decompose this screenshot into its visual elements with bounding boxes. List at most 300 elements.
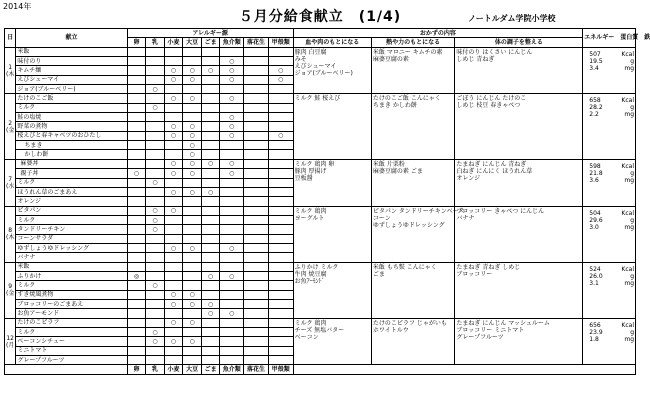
allergen-cell-peanut bbox=[244, 243, 269, 252]
allergen-cell-egg bbox=[127, 346, 146, 355]
dish-name: タンドリーチキン bbox=[16, 225, 127, 234]
allergen-cell-sesame bbox=[201, 85, 220, 94]
allergen-cell-soy bbox=[183, 113, 202, 122]
allergen-cell-egg bbox=[127, 187, 146, 196]
day-number: 2 bbox=[8, 119, 13, 127]
allergen-cell-wheat bbox=[164, 113, 183, 122]
allergen-cell-seafood bbox=[220, 178, 244, 187]
allergen-cell-crustacean bbox=[268, 253, 293, 262]
nutrition-unit: mg bbox=[624, 223, 634, 231]
dish-name: キムチ麺 bbox=[16, 66, 127, 75]
allergen-cell-milk bbox=[146, 253, 165, 262]
allergen-cell-milk: ○ bbox=[146, 85, 165, 94]
allergen-cell-milk: ○ bbox=[146, 103, 165, 112]
allergen-header-soy: 大豆 bbox=[183, 38, 202, 47]
allergen-cell-egg bbox=[127, 328, 146, 337]
day-number: 7 bbox=[8, 175, 13, 183]
allergen-cell-wheat bbox=[164, 57, 183, 66]
allergen-cell-crustacean bbox=[268, 85, 293, 94]
yellow-group-cell bbox=[371, 94, 455, 159]
allergen-cell-milk bbox=[146, 122, 165, 131]
red-group-line: ミルク 鮭 桜えび bbox=[294, 95, 341, 103]
allergen-cell-peanut bbox=[244, 328, 269, 337]
allergen-cell-crustacean bbox=[268, 215, 293, 224]
allergen-cell-milk bbox=[146, 346, 165, 355]
nutrition-unit: Kcal bbox=[621, 162, 634, 170]
red-group-cell bbox=[293, 94, 371, 159]
red-group-line: ヨーグルト bbox=[294, 214, 325, 222]
dish-name: 野菜の煮物 bbox=[16, 122, 127, 131]
allergen-cell-wheat: ○ bbox=[164, 94, 183, 103]
nutrition-iron bbox=[584, 65, 634, 72]
yellow-group-line: ピタパン タンドリーチキンベース bbox=[372, 207, 465, 215]
allergen-cell-milk bbox=[146, 47, 165, 56]
table-row bbox=[5, 47, 636, 56]
allergen-cell-milk bbox=[146, 150, 165, 159]
dish-name: ミルク bbox=[16, 178, 127, 187]
allergen-cell-peanut bbox=[244, 225, 269, 234]
dish-name: 米飯 bbox=[16, 262, 127, 271]
day-weekday: (水) bbox=[6, 182, 17, 190]
allergen-cell-seafood bbox=[220, 337, 244, 346]
allergen-cell-sesame bbox=[201, 47, 220, 56]
allergen-cell-crustacean bbox=[268, 262, 293, 271]
nutrition-value: 19.5 bbox=[589, 57, 603, 65]
allergen-cell-soy: ○ bbox=[183, 131, 202, 140]
allergen-cell-seafood: ○ bbox=[220, 57, 244, 66]
nutrition-unit: mg bbox=[624, 176, 634, 184]
allergen-cell-crustacean bbox=[268, 122, 293, 131]
dish-name: ミニトマト bbox=[16, 346, 127, 355]
allergen-cell-sesame bbox=[201, 234, 220, 243]
allergen-cell-seafood bbox=[220, 346, 244, 355]
allergen-cell-peanut bbox=[244, 122, 269, 131]
year-label: 2014年 bbox=[3, 2, 32, 11]
allergen-cell-seafood bbox=[220, 197, 244, 206]
nutrition-cell bbox=[583, 94, 636, 159]
allergen-cell-soy bbox=[183, 197, 202, 206]
day-weekday: (金) bbox=[6, 126, 17, 134]
nutrition-energy bbox=[584, 163, 634, 170]
allergen-cell-egg bbox=[127, 281, 146, 290]
allergen-cell-wheat bbox=[164, 178, 183, 187]
nutrition-iron bbox=[584, 336, 634, 343]
allergen-cell-wheat bbox=[164, 85, 183, 94]
allergen-cell-seafood: ○ bbox=[220, 113, 244, 122]
allergen-cell-soy bbox=[183, 215, 202, 224]
nutrition-cell bbox=[583, 47, 636, 94]
allergen-cell-crustacean: ○ bbox=[268, 131, 293, 140]
allergen-cell-egg bbox=[127, 113, 146, 122]
day-cell bbox=[5, 318, 16, 365]
yellow-group-line: ゆずしょうゆドレッシング bbox=[372, 221, 445, 229]
allergen-cell-soy: ○ bbox=[183, 94, 202, 103]
green-group-line: グレープフルーツ bbox=[456, 333, 504, 341]
allergen-cell-sesame: ○ bbox=[201, 187, 220, 196]
allergen-cell-milk bbox=[146, 75, 165, 84]
green-group-line: オレンジ bbox=[456, 174, 481, 182]
allergen-cell-crustacean bbox=[268, 169, 293, 178]
dish-name: ジョア(ブルーベリー) bbox=[16, 85, 127, 94]
allergen-cell-soy bbox=[183, 225, 202, 234]
nutrition-unit: Kcal bbox=[621, 209, 634, 217]
nutrition-unit: g bbox=[630, 104, 634, 112]
allergen-cell-peanut bbox=[244, 281, 269, 290]
allergen-header-milk: 乳 bbox=[146, 38, 165, 47]
allergen-cell-wheat bbox=[164, 234, 183, 243]
allergen-cell-soy: ○ bbox=[183, 187, 202, 196]
allergen-cell-crustacean bbox=[268, 206, 293, 215]
allergen-cell-crustacean bbox=[268, 271, 293, 280]
dish-name: 味付のり bbox=[16, 57, 127, 66]
nutrition-energy bbox=[584, 322, 634, 329]
yellow-group-header: 熱や力のもとになる bbox=[371, 38, 455, 47]
allergen-cell-sesame bbox=[201, 225, 220, 234]
allergen-cell-milk bbox=[146, 66, 165, 75]
allergen-cell-egg bbox=[127, 197, 146, 206]
allergen-cell-wheat bbox=[164, 309, 183, 318]
dish-name: ミルク bbox=[16, 103, 127, 112]
dish-name: ピタパン bbox=[16, 206, 127, 215]
allergen-cell-soy: ○ bbox=[183, 318, 202, 327]
nutrition-unit: mg bbox=[624, 64, 634, 72]
allergen-cell-sesame bbox=[201, 94, 220, 103]
red-group-line: ベーコン bbox=[294, 333, 319, 341]
allergen-cell-sesame bbox=[201, 113, 220, 122]
allergen-cell-crustacean bbox=[268, 47, 293, 56]
allergen-cell-sesame: ○ bbox=[201, 299, 220, 308]
green-group-line: ごぼう にんじん たけのこ bbox=[456, 95, 527, 103]
footer-allergen-peanut: 落花生 bbox=[244, 365, 269, 374]
day-cell bbox=[5, 206, 16, 262]
nutrition-unit: Kcal bbox=[621, 321, 634, 329]
allergen-cell-seafood: ○ bbox=[220, 122, 244, 131]
green-group-line: しめじ 枝豆 春きゃべつ bbox=[456, 102, 521, 110]
allergen-cell-seafood bbox=[220, 206, 244, 215]
nutrition-unit: Kcal bbox=[621, 97, 634, 105]
allergen-cell-sesame bbox=[201, 75, 220, 84]
green-group-cell bbox=[455, 159, 583, 206]
allergen-cell-soy bbox=[183, 309, 202, 318]
allergen-cell-crustacean bbox=[268, 243, 293, 252]
allergen-cell-milk bbox=[146, 309, 165, 318]
allergen-cell-crustacean bbox=[268, 113, 293, 122]
allergen-cell-wheat: ○ bbox=[164, 318, 183, 327]
red-group-line: 牛肉 焼豆腐 bbox=[294, 270, 327, 278]
allergen-cell-sesame bbox=[201, 197, 220, 206]
allergen-cell-crustacean bbox=[268, 337, 293, 346]
allergen-cell-milk bbox=[146, 234, 165, 243]
allergen-cell-peanut bbox=[244, 94, 269, 103]
allergen-cell-seafood bbox=[220, 318, 244, 327]
allergen-cell-seafood bbox=[220, 150, 244, 159]
footer-allergen-soy: 大豆 bbox=[183, 365, 202, 374]
allergen-cell-wheat: ○ bbox=[164, 122, 183, 131]
nutrition-value: 3.6 bbox=[589, 176, 599, 184]
allergen-cell-milk: ○ bbox=[146, 328, 165, 337]
green-group-cell bbox=[455, 206, 583, 262]
red-group-cell bbox=[293, 318, 371, 365]
allergen-cell-soy: ○ bbox=[183, 290, 202, 299]
green-group-line: たまねぎ にんじん 青ねぎ bbox=[456, 160, 527, 168]
allergen-cell-soy bbox=[183, 57, 202, 66]
nutrition-iron bbox=[584, 224, 634, 231]
allergen-cell-sesame bbox=[201, 356, 220, 365]
allergen-cell-crustacean bbox=[268, 57, 293, 66]
dish-name: ミルク bbox=[16, 328, 127, 337]
allergen-cell-peanut bbox=[244, 206, 269, 215]
day-cell bbox=[5, 262, 16, 318]
allergen-cell-milk bbox=[146, 271, 165, 280]
allergen-cell-egg bbox=[127, 103, 146, 112]
dish-name: ゆずしょうゆドレッシング bbox=[16, 243, 127, 252]
dish-name: えびシューマイ bbox=[16, 75, 127, 84]
allergen-cell-wheat bbox=[164, 262, 183, 271]
allergen-cell-egg bbox=[127, 253, 146, 262]
allergen-cell-crustacean bbox=[268, 328, 293, 337]
allergen-cell-soy: ○ bbox=[183, 66, 202, 75]
allergen-cell-wheat bbox=[164, 215, 183, 224]
allergen-cell-seafood bbox=[220, 187, 244, 196]
nutrition-unit: g bbox=[630, 328, 634, 336]
nutrition-protein bbox=[584, 170, 634, 177]
allergen-cell-peanut bbox=[244, 197, 269, 206]
green-group-line: ブロッコリー きゃべつ にんじん bbox=[456, 207, 545, 215]
allergen-cell-milk bbox=[146, 57, 165, 66]
nutrition-protein bbox=[584, 104, 634, 111]
yellow-group-line: ごま bbox=[372, 270, 385, 278]
red-group-line: お魚ｱｰﾓﾝﾄﾞ bbox=[294, 277, 325, 285]
green-group-line: たまねぎ にんじん マッシュルーム bbox=[456, 319, 550, 327]
allergen-cell-seafood bbox=[220, 253, 244, 262]
yellow-group-cell bbox=[371, 318, 455, 365]
allergen-cell-soy: ○ bbox=[183, 169, 202, 178]
allergen-cell-sesame bbox=[201, 253, 220, 262]
allergen-cell-sesame bbox=[201, 337, 220, 346]
allergen-cell-milk bbox=[146, 169, 165, 178]
allergen-cell-wheat: ○ bbox=[164, 206, 183, 215]
allergen-cell-egg bbox=[127, 290, 146, 299]
nutrition-value: 598 bbox=[589, 162, 601, 170]
allergen-cell-egg bbox=[127, 356, 146, 365]
allergen-cell-sesame bbox=[201, 150, 220, 159]
allergen-cell-wheat: ○ bbox=[164, 159, 183, 168]
allergen-cell-wheat bbox=[164, 281, 183, 290]
allergen-cell-soy bbox=[183, 346, 202, 355]
red-group-cell bbox=[293, 159, 371, 206]
dish-name: たけのこご飯 bbox=[16, 94, 127, 103]
allergen-header-wheat: 小麦 bbox=[164, 38, 183, 47]
dish-name: たけのこピラフ bbox=[16, 318, 127, 327]
allergen-cell-soy: ○ bbox=[183, 122, 202, 131]
allergen-cell-egg bbox=[127, 85, 146, 94]
allergen-cell-sesame: ○ bbox=[201, 66, 220, 75]
nutrition-energy bbox=[584, 266, 634, 273]
nutrition-value: 1.8 bbox=[589, 335, 599, 343]
allergen-cell-soy bbox=[183, 234, 202, 243]
allergen-cell-peanut bbox=[244, 234, 269, 243]
allergen-cell-seafood: ○ bbox=[220, 309, 244, 318]
nutrition-value: 2.2 bbox=[589, 111, 599, 119]
allergen-cell-sesame bbox=[201, 318, 220, 327]
red-group-line: 豆板醤 bbox=[294, 174, 313, 182]
allergen-cell-seafood: ○ bbox=[220, 243, 244, 252]
allergen-cell-wheat bbox=[164, 328, 183, 337]
red-group-line: ミルク 鶏肉 卵 bbox=[294, 160, 335, 168]
table-row bbox=[5, 206, 636, 215]
dish-name: ベーコンシチュー bbox=[16, 337, 127, 346]
allergen-cell-wheat bbox=[164, 271, 183, 280]
footer-blank bbox=[293, 365, 635, 374]
allergen-cell-sesame bbox=[201, 103, 220, 112]
allergen-cell-egg bbox=[127, 178, 146, 187]
allergen-cell-peanut bbox=[244, 290, 269, 299]
footer-allergen-egg: 卵 bbox=[127, 365, 146, 374]
red-group-line: ふりかけ ミルク bbox=[294, 263, 339, 271]
menu-header: 献立 bbox=[16, 29, 127, 48]
allergen-cell-seafood: ○ bbox=[220, 94, 244, 103]
allergen-cell-egg bbox=[127, 131, 146, 140]
allergen-cell-soy: ○ bbox=[183, 159, 202, 168]
allergen-cell-milk bbox=[146, 299, 165, 308]
red-group-line: ミルク 鶏肉 bbox=[294, 319, 327, 327]
table-row bbox=[5, 318, 636, 327]
yellow-group-line: 麻婆豆腐の素 ごま bbox=[372, 167, 423, 175]
dish-name: ふりかけ bbox=[16, 271, 127, 280]
allergen-cell-seafood bbox=[220, 290, 244, 299]
allergen-cell-milk bbox=[146, 187, 165, 196]
allergen-cell-sesame bbox=[201, 328, 220, 337]
allergen-cell-egg bbox=[127, 299, 146, 308]
allergen-cell-egg bbox=[127, 47, 146, 56]
nutrition-value: 3.1 bbox=[589, 279, 599, 287]
allergen-cell-milk bbox=[146, 356, 165, 365]
allergen-cell-wheat: ○ bbox=[164, 169, 183, 178]
yellow-group-line: コーン bbox=[372, 214, 391, 222]
allergen-cell-peanut bbox=[244, 178, 269, 187]
allergen-cell-milk bbox=[146, 131, 165, 140]
allergen-cell-milk: ○ bbox=[146, 281, 165, 290]
allergen-cell-milk bbox=[146, 141, 165, 150]
allergen-header-peanut: 落花生 bbox=[244, 38, 269, 47]
allergen-cell-wheat bbox=[164, 103, 183, 112]
allergen-cell-peanut bbox=[244, 103, 269, 112]
footer-row bbox=[5, 365, 636, 374]
allergen-cell-crustacean bbox=[268, 187, 293, 196]
nutrition-unit: g bbox=[630, 216, 634, 224]
allergen-cell-peanut bbox=[244, 75, 269, 84]
allergen-cell-peanut bbox=[244, 85, 269, 94]
day-number: 12 bbox=[6, 334, 14, 342]
yellow-group-line: たけのこピラフ じゃがいも bbox=[372, 319, 447, 327]
allergen-cell-seafood: ○ bbox=[220, 169, 244, 178]
header-row-1 bbox=[5, 29, 636, 38]
allergen-cell-milk bbox=[146, 94, 165, 103]
nutrition-cell bbox=[583, 318, 636, 365]
allergen-cell-egg bbox=[127, 57, 146, 66]
allergen-cell-egg bbox=[127, 94, 146, 103]
dish-name: ミルク bbox=[16, 281, 127, 290]
allergen-cell-crustacean bbox=[268, 141, 293, 150]
allergen-cell-peanut bbox=[244, 215, 269, 224]
allergen-cell-seafood bbox=[220, 328, 244, 337]
yellow-group-cell bbox=[371, 159, 455, 206]
allergen-cell-milk: ○ bbox=[146, 206, 165, 215]
allergen-cell-milk: ○ bbox=[146, 225, 165, 234]
allergen-cell-peanut bbox=[244, 299, 269, 308]
allergen-cell-egg bbox=[127, 309, 146, 318]
nutrition-energy bbox=[584, 210, 634, 217]
yellow-group-line: 米飯 マロニー キムチの素 bbox=[372, 48, 443, 56]
allergen-cell-egg bbox=[127, 75, 146, 84]
allergen-cell-wheat bbox=[164, 197, 183, 206]
red-group-line: ジョア(ブルーベリー) bbox=[294, 69, 353, 77]
allergen-cell-soy bbox=[183, 206, 202, 215]
nutrition-value: 29.6 bbox=[589, 216, 603, 224]
allergen-cell-soy: ○ bbox=[183, 150, 202, 159]
allergen-cell-sesame: ○ bbox=[201, 309, 220, 318]
allergen-cell-peanut bbox=[244, 159, 269, 168]
day-number: 1 bbox=[8, 63, 13, 71]
day-number: 9 bbox=[8, 283, 13, 291]
day-header: 日 bbox=[5, 29, 16, 48]
nutrition-value: 21.8 bbox=[589, 169, 603, 177]
nutrition-cell bbox=[583, 262, 636, 318]
allergen-cell-sesame bbox=[201, 141, 220, 150]
allergen-cell-wheat: ○ bbox=[164, 75, 183, 84]
allergen-cell-wheat: ○ bbox=[164, 243, 183, 252]
dish-name: ほうれん草のごまあえ bbox=[16, 187, 127, 196]
nutrition-energy bbox=[584, 51, 634, 58]
nutrition-unit: g bbox=[630, 169, 634, 177]
allergen-cell-egg bbox=[127, 262, 146, 271]
allergen-cell-egg bbox=[127, 215, 146, 224]
allergen-cell-wheat: ○ bbox=[164, 187, 183, 196]
day-number: 8 bbox=[8, 227, 13, 235]
allergen-cell-seafood bbox=[220, 103, 244, 112]
yellow-group-cell bbox=[371, 262, 455, 318]
side-dish-group-header: おかずの内容 bbox=[293, 29, 583, 38]
allergen-cell-egg: ○ bbox=[127, 169, 146, 178]
allergen-cell-peanut bbox=[244, 262, 269, 271]
dish-name: グレープフルーツ bbox=[16, 356, 127, 365]
allergen-header-egg: 卵 bbox=[127, 38, 146, 47]
footer-allergen-wheat: 小麦 bbox=[164, 365, 183, 374]
allergen-cell-peanut bbox=[244, 131, 269, 140]
allergen-cell-milk: ○ bbox=[146, 215, 165, 224]
allergen-cell-sesame bbox=[201, 290, 220, 299]
yellow-group-line: ちまき かしわ餅 bbox=[372, 102, 417, 110]
allergen-cell-crustacean bbox=[268, 346, 293, 355]
allergen-cell-wheat: ○ bbox=[164, 337, 183, 346]
allergen-cell-milk: ○ bbox=[146, 178, 165, 187]
allergen-cell-sesame: ○ bbox=[201, 271, 220, 280]
nutrition-unit: Kcal bbox=[621, 50, 634, 58]
nutrition-iron bbox=[584, 111, 634, 118]
nutrition-unit: g bbox=[630, 57, 634, 65]
dish-name: すき焼風煮物 bbox=[16, 290, 127, 299]
nutrition-value: 504 bbox=[589, 209, 601, 217]
allergen-cell-peanut bbox=[244, 253, 269, 262]
dish-name: バナナ bbox=[16, 253, 127, 262]
allergen-cell-egg bbox=[127, 66, 146, 75]
nutrition-value: 23.9 bbox=[589, 328, 603, 336]
nutrition-protein bbox=[584, 329, 634, 336]
footer-allergen-seafood: 魚介類 bbox=[220, 365, 244, 374]
footer-spacer bbox=[5, 365, 128, 374]
allergen-cell-seafood: ○ bbox=[220, 66, 244, 75]
allergen-cell-soy: ○ bbox=[183, 337, 202, 346]
